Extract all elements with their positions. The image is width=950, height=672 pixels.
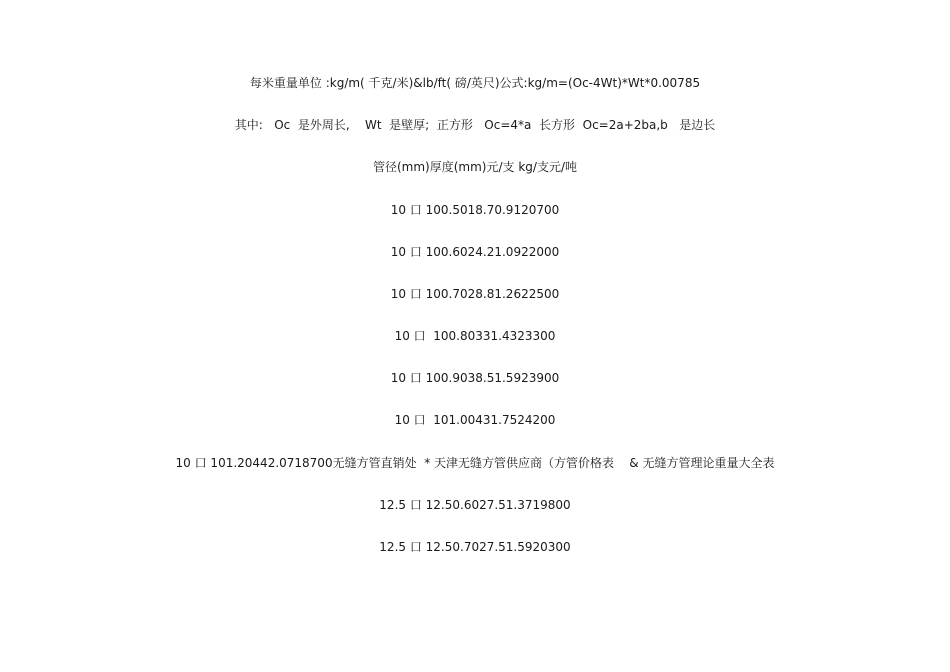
definition-line: 其中: Oc 是外周长, Wt 是壁厚; 正方形 Oc=4*a 长方形 Oc=2a+2ba,b 是边长 bbox=[234, 118, 716, 132]
formula-line: 每米重量单位 :kg/m( 千克/米)&lb/ft( 磅/英尺)公式:kg/m=(Oc-4Wt)*Wt*0.00785 bbox=[249, 76, 701, 90]
data-row: 10 口 100.9038.51.5923900 bbox=[390, 371, 560, 385]
data-row: 10 口 101.00431.7524200 bbox=[394, 413, 556, 427]
data-row: 10 口 100.5018.70.9120700 bbox=[390, 203, 560, 217]
table-header-line: 管径(mm)厚度(mm)元/支 kg/支元/吨 bbox=[373, 160, 577, 174]
data-row: 10 口 100.80331.4323300 bbox=[394, 329, 556, 343]
data-row: 10 口 100.7028.81.2622500 bbox=[390, 287, 560, 301]
data-row-with-note: 10 口 101.20442.0718700无缝方管直销处 * 天津无缝方管供应商（方管价格表 & 无缝方管理论重量大全表 bbox=[175, 456, 775, 470]
data-row: 10 口 100.6024.21.0922000 bbox=[390, 245, 560, 259]
data-row: 12.5 口 12.50.6027.51.3719800 bbox=[379, 498, 571, 512]
data-row: 12.5 口 12.50.7027.51.5920300 bbox=[379, 540, 571, 554]
